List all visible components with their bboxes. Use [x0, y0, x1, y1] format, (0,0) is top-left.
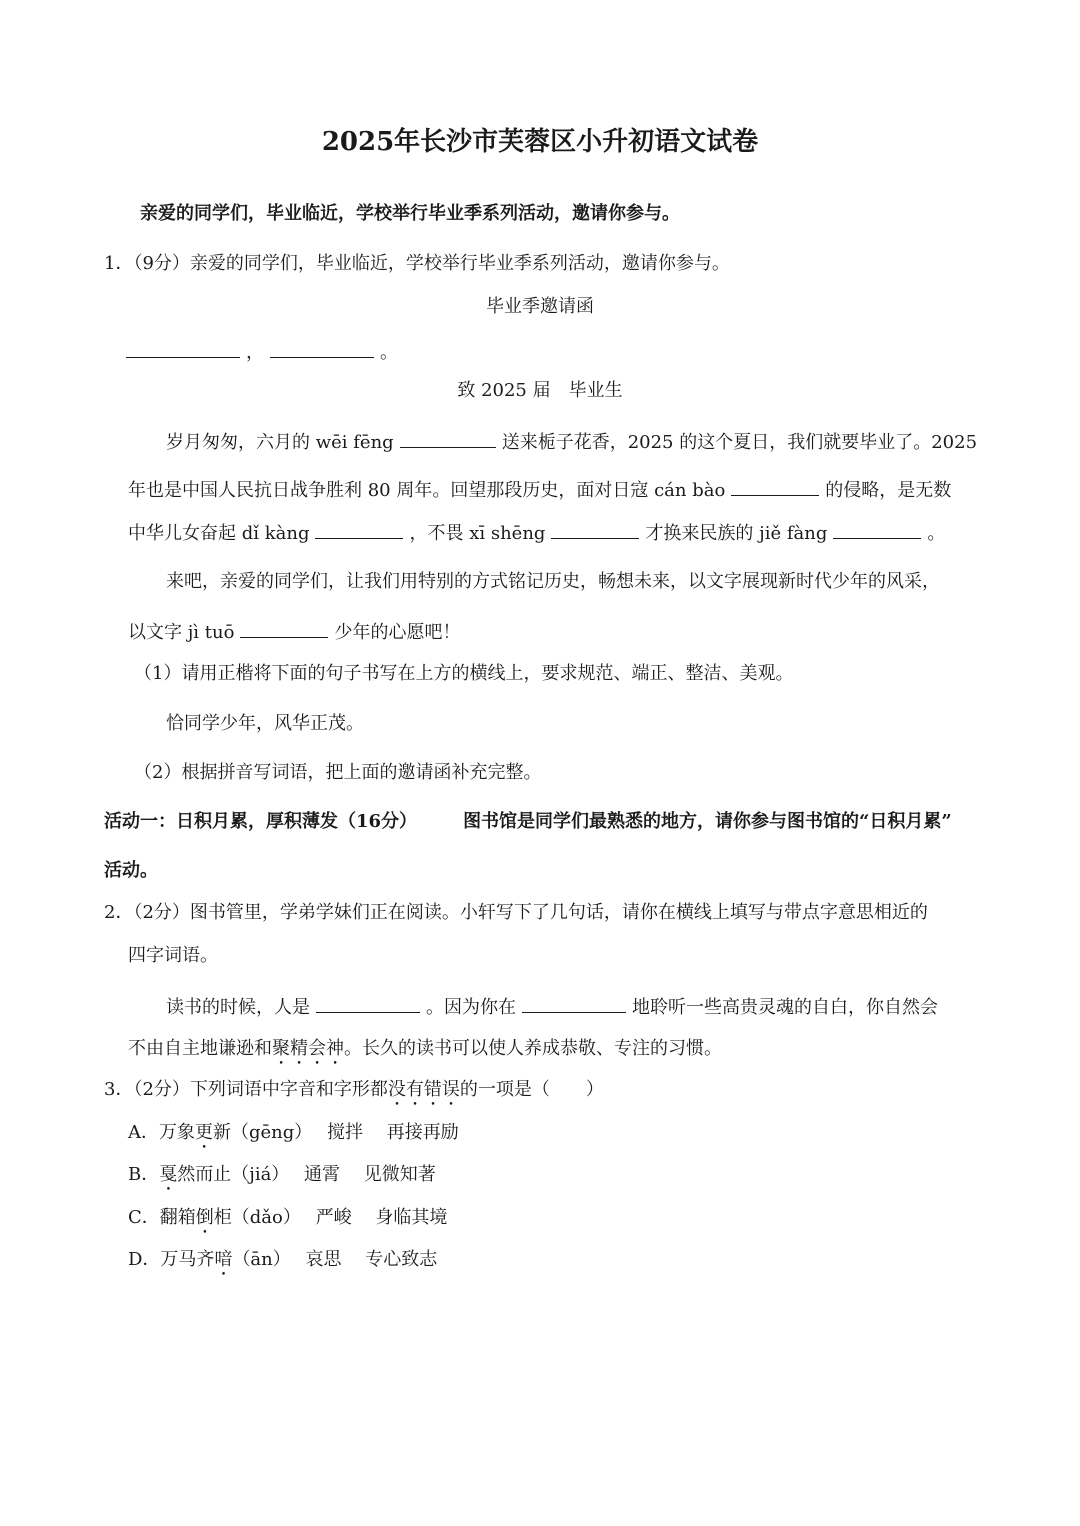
- dotted-char: 戛: [159, 1164, 178, 1185]
- q2-stem-cont: 四字词语。: [128, 945, 218, 966]
- letter-line-2: [128, 475, 951, 505]
- dotted-char: 倒: [195, 1207, 214, 1228]
- text: 3．（2分）下列词语中字音和字形都: [104, 1079, 388, 1100]
- dotted-char: 更: [195, 1122, 213, 1143]
- writing-lines: [126, 337, 398, 367]
- addressee: 致 2025 届 毕业生: [457, 380, 623, 401]
- answer-blank[interactable]: [551, 518, 639, 539]
- q2-body-line-1: [166, 992, 938, 1022]
- letter-title: 毕业季邀请函: [486, 296, 594, 317]
- activity1-heading-cont: 活动。: [104, 860, 158, 881]
- text: 以文字 jì tuō: [128, 622, 235, 643]
- q3-option-a[interactable]: [128, 1119, 459, 1153]
- page-title: 2025年长沙市芙蓉区小升初语文试卷: [321, 127, 759, 157]
- intro-text: 亲爱的同学们，毕业临近，学校举行毕业季系列活动，邀请你参与。: [140, 203, 680, 224]
- answer-blank[interactable]: [522, 992, 626, 1013]
- writing-blank[interactable]: [270, 337, 374, 358]
- answer-blank[interactable]: [240, 617, 328, 638]
- text: 送来栀子花香，2025 的这个夏日，我们就要毕业了。2025: [501, 432, 978, 453]
- text: A．万象: [128, 1122, 195, 1143]
- dotted-char: 喑: [214, 1249, 233, 1270]
- q1-sub1: （1）请用正楷将下面的句子书写在上方的横线上，要求规范、端正、整洁、美观。: [134, 663, 794, 684]
- text: 的侵略，是无数: [825, 480, 952, 501]
- activity1-heading: [104, 808, 952, 836]
- text: 读书的时候，人是: [166, 997, 310, 1018]
- text: （ān） 哀思 专心致志: [232, 1249, 438, 1270]
- text: 柜（dǎo） 严峻 身临其境: [213, 1207, 448, 1228]
- text: 。: [927, 523, 946, 544]
- text: 才换来民族的 jiě fàng: [645, 523, 828, 544]
- q1-sentence: 恰同学少年，风华正茂。: [166, 713, 364, 734]
- q1-stem: 1．（9分）亲爱的同学们，毕业临近，学校举行毕业季系列活动，邀请你参与。: [104, 253, 730, 274]
- q3-option-c[interactable]: [128, 1204, 447, 1238]
- writing-blank[interactable]: [126, 337, 240, 358]
- letter-line-5: [128, 617, 460, 647]
- answer-blank[interactable]: [731, 475, 819, 496]
- text: 不由自主地谦逊和: [128, 1038, 272, 1059]
- answer-blank[interactable]: [315, 518, 403, 539]
- letter-line-3: [128, 518, 945, 548]
- q3-stem: [104, 1076, 604, 1110]
- text: 的一项是（ ）: [459, 1079, 604, 1100]
- text: D．万马齐: [128, 1249, 215, 1270]
- text: 活动一：日积月累，厚积薄发（16分）: [104, 811, 418, 832]
- text: 图书馆是同学们最熟悉的地方，请你参与图书馆的“日积月累”: [463, 811, 952, 832]
- text: 地聆听一些高贵灵魂的自白，你自然会: [632, 997, 938, 1018]
- text: 岁月匆匆，六月的 wēi fēng: [166, 432, 394, 453]
- text: 。长久的读书可以使人养成恭敬、专注的习惯。: [344, 1038, 722, 1059]
- period: 。: [380, 342, 398, 363]
- q2-body-line-2: [128, 1035, 722, 1069]
- text: 少年的心愿吧！: [334, 622, 461, 643]
- text: B．: [128, 1164, 160, 1185]
- text: 。因为你在: [426, 997, 516, 1018]
- text: 然而止（jiá） 通霄 见微知著: [177, 1164, 436, 1185]
- letter-line-1: [166, 427, 977, 457]
- q1-sub2: （2）根据拼音写词语，把上面的邀请函补充完整。: [134, 762, 542, 783]
- text: 年也是中国人民抗日战争胜利 80 周年。回望那段历史，面对日寇 cán bào: [128, 480, 726, 501]
- answer-blank[interactable]: [833, 518, 921, 539]
- text: C．翻箱: [128, 1207, 196, 1228]
- q3-option-b[interactable]: [128, 1161, 436, 1195]
- dotted-word: 没有错误: [387, 1079, 460, 1100]
- letter-line-4: 来吧，亲爱的同学们，让我们用特别的方式铭记历史，畅想未来，以文字展现新时代少年的风采，: [166, 571, 940, 592]
- q2-stem: 2．（2分）图书管里，学弟学妹们正在阅读。小轩写下了几句话，请你在横线上填写与带点字意思相近的: [104, 902, 928, 923]
- comma: ，: [246, 342, 264, 363]
- text: ，不畏 xī shēng: [409, 523, 546, 544]
- text: 新（gēng） 搅拌 再接再励: [213, 1122, 459, 1143]
- q3-option-d[interactable]: [128, 1246, 437, 1280]
- answer-blank[interactable]: [316, 992, 420, 1013]
- answer-blank[interactable]: [400, 427, 496, 448]
- text: 中华儿女奋起 dǐ kàng: [128, 523, 310, 544]
- dotted-word: 聚精会神: [272, 1038, 344, 1059]
